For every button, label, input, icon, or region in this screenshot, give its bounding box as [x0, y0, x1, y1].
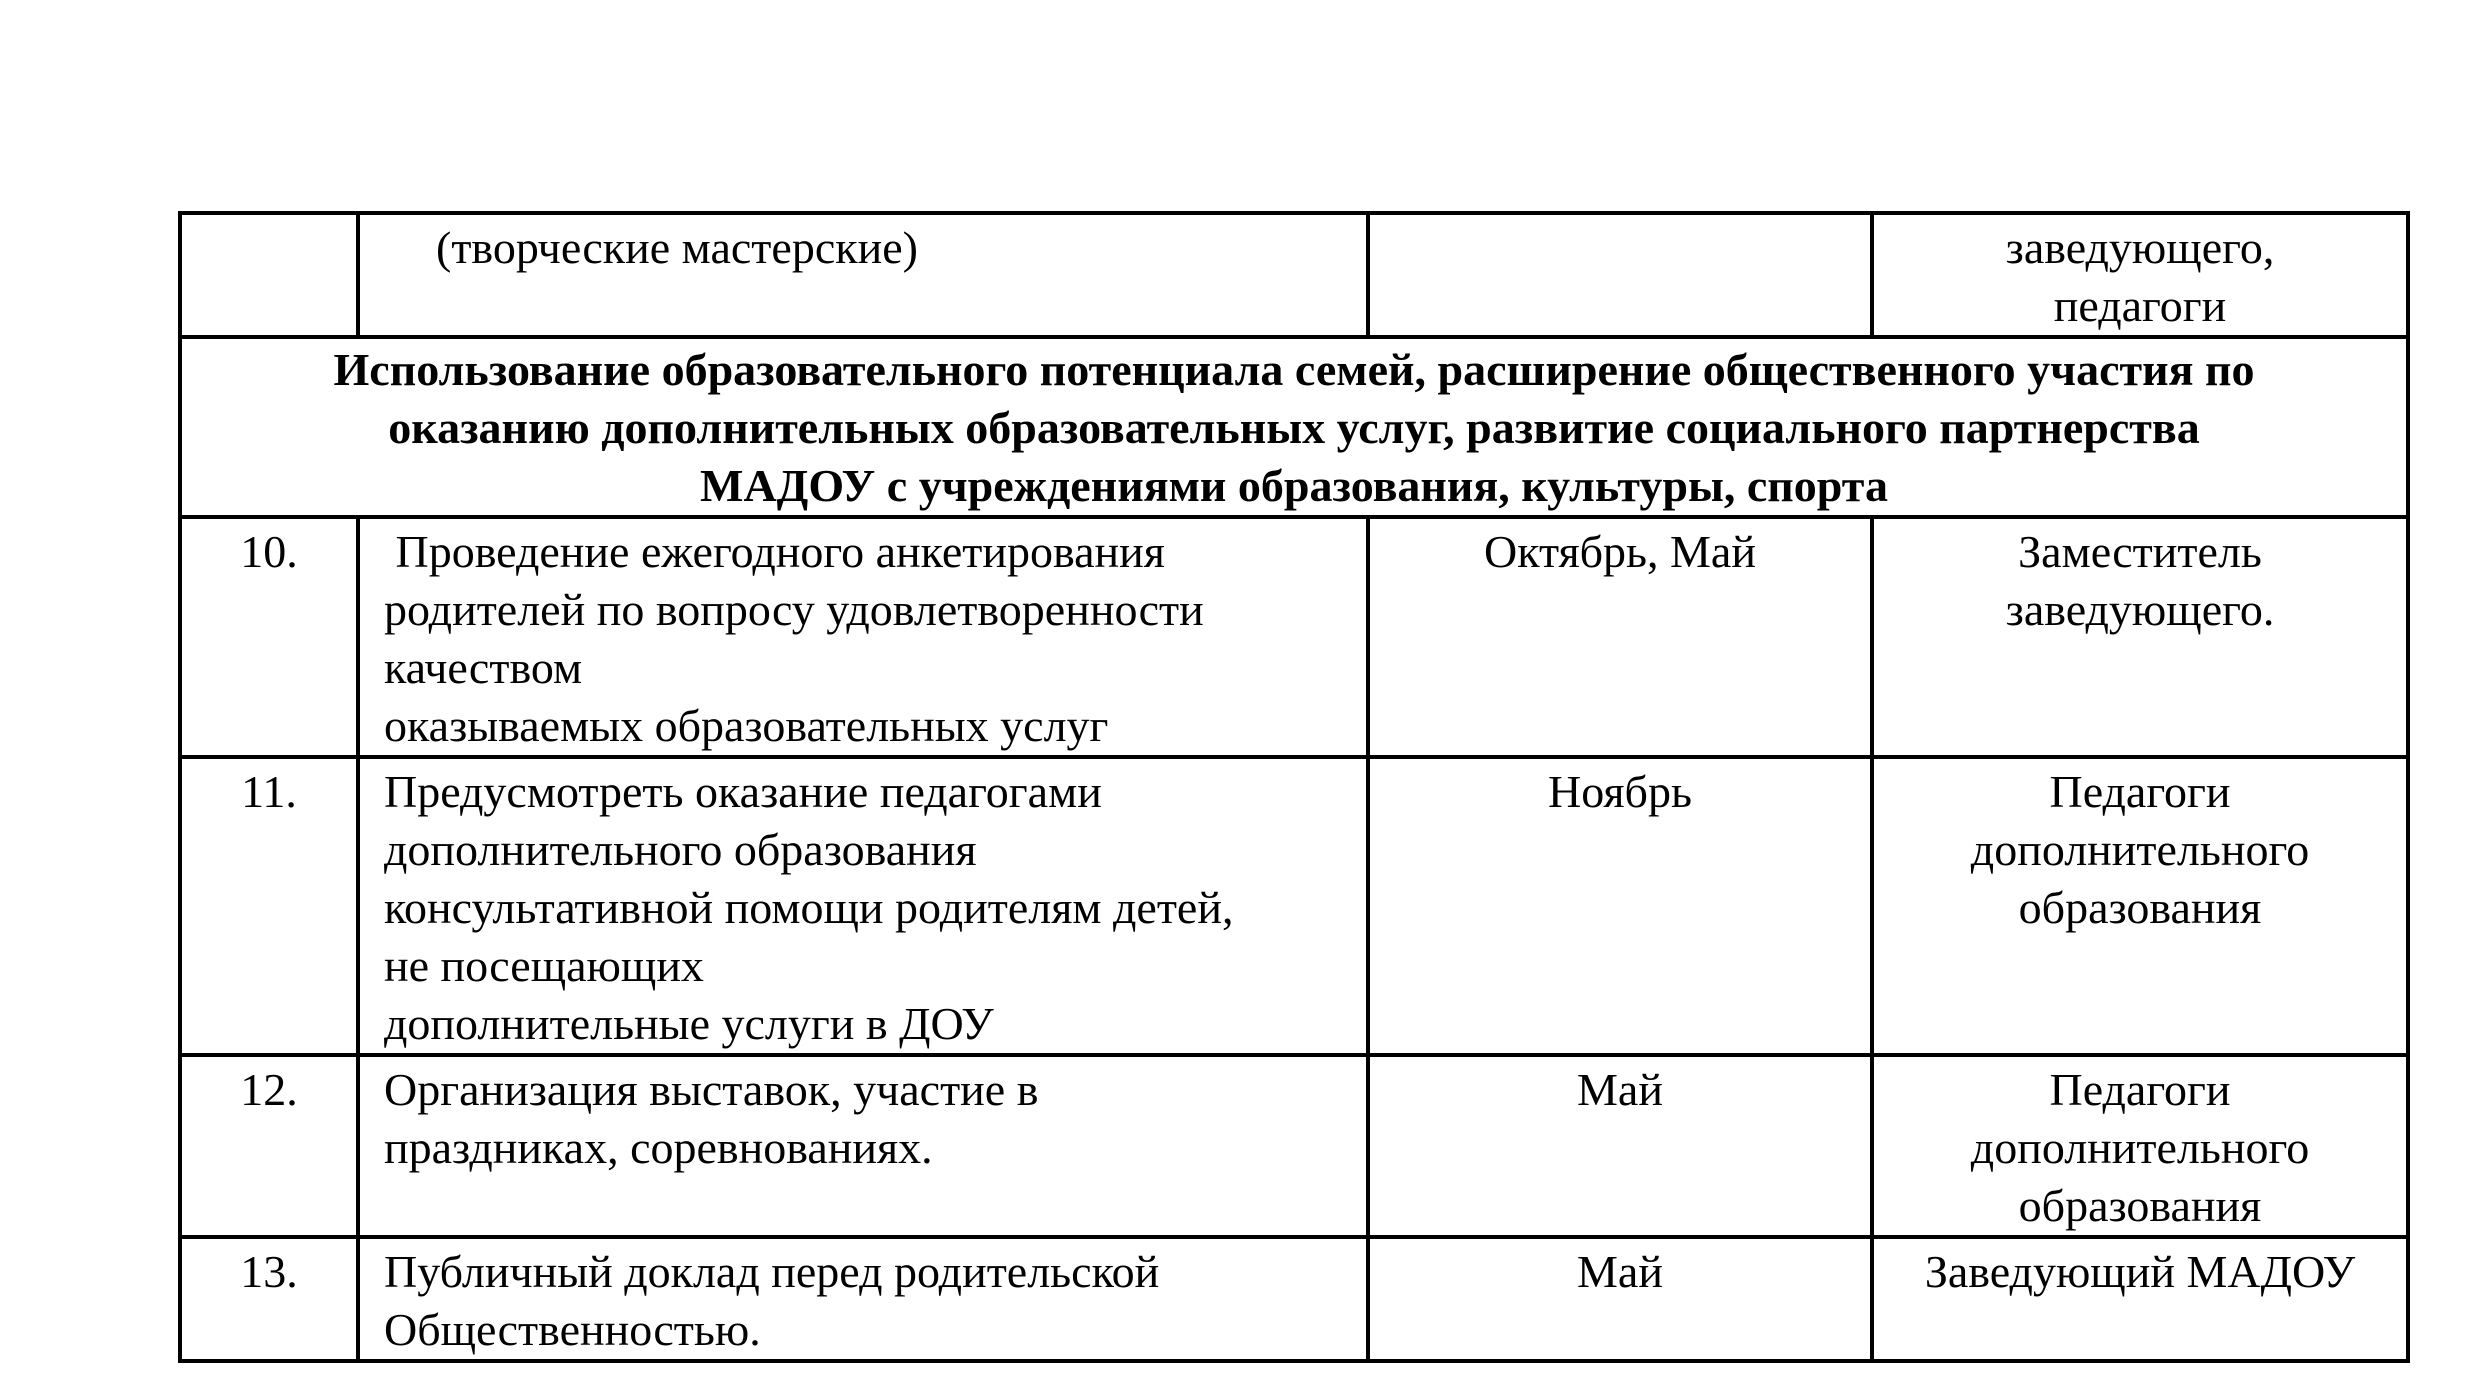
responsible-text: образования — [2018, 882, 2262, 933]
table-row — [180, 213, 2408, 337]
date-cell — [1368, 213, 1872, 337]
responsible-cell — [1872, 1055, 2408, 1237]
event-text: консультативной помощи родителям детей, — [384, 882, 1234, 933]
row-number-cell — [180, 213, 358, 337]
event-text: дополнительные услуги в ДОУ — [384, 998, 994, 1049]
responsible-text: дополнительного — [1970, 824, 2310, 875]
responsible-cell — [1872, 1237, 2408, 1361]
date-cell: Октябрь, Май — [1368, 517, 1872, 757]
table-row — [180, 757, 2408, 1055]
row-number-cell: 11. — [180, 757, 358, 1055]
event-text: не посещающих — [384, 940, 704, 991]
responsible-text: Заместитель — [2018, 526, 2262, 577]
responsible-text: Заведующий МАДОУ — [1924, 1246, 2356, 1297]
event-text: Организация выставок, участие в — [384, 1064, 1039, 1115]
responsible-cell — [1872, 213, 2408, 337]
responsible-text: Педагоги — [2049, 766, 2231, 817]
responsible-text: заведующего, — [2005, 222, 2275, 273]
table-row — [180, 1237, 2408, 1361]
section-heading-row — [180, 337, 2408, 517]
event-text: (творческие мастерские) — [436, 222, 918, 273]
event-cell — [358, 517, 1368, 757]
event-text: оказываемых образовательных услуг — [384, 700, 1109, 751]
section-heading-line: Использование образовательного потенциала семей, расширение общественного участия по — [333, 344, 2255, 395]
section-heading-line: МАДОУ с учреждениями образования, культуры, спорта — [700, 460, 1888, 511]
event-text: Проведение ежегодного анкетирования — [384, 526, 1165, 577]
row-number-cell: 10. — [180, 517, 358, 757]
table-row — [180, 1055, 2408, 1237]
responsible-text: педагоги — [2053, 280, 2227, 331]
row-number-cell: 13. — [180, 1237, 358, 1361]
responsible-text: Педагоги — [2049, 1064, 2231, 1115]
event-text: дополнительного образования — [384, 824, 977, 875]
responsible-text: образования — [2018, 1180, 2262, 1231]
event-text: Публичный доклад перед родительской — [384, 1246, 1160, 1297]
event-cell — [358, 213, 1368, 337]
event-text: Предусмотреть оказание педагогами — [384, 766, 1102, 817]
date-cell: Ноябрь — [1368, 757, 1872, 1055]
event-text: Общественностью. — [384, 1304, 761, 1355]
date-cell: Май — [1368, 1055, 1872, 1237]
responsible-cell — [1872, 517, 2408, 757]
plan-table — [178, 211, 2410, 1363]
date-cell: Май — [1368, 1237, 1872, 1361]
row-number-cell: 12. — [180, 1055, 358, 1237]
event-cell — [358, 1055, 1368, 1237]
table-row — [180, 517, 2408, 757]
section-heading-line: оказанию дополнительных образовательных услуг, развитие социального партнерства — [388, 402, 2200, 453]
section-heading — [180, 337, 2408, 517]
event-cell — [358, 1237, 1368, 1361]
responsible-text: дополнительного — [1970, 1122, 2310, 1173]
event-cell — [358, 757, 1368, 1055]
responsible-cell — [1872, 757, 2408, 1055]
event-text: качеством — [384, 642, 583, 693]
event-text: родителей по вопросу удовлетворенности — [384, 584, 1204, 635]
event-text: праздниках, соревнованиях. — [384, 1122, 933, 1173]
responsible-text: заведующего. — [2005, 584, 2275, 635]
